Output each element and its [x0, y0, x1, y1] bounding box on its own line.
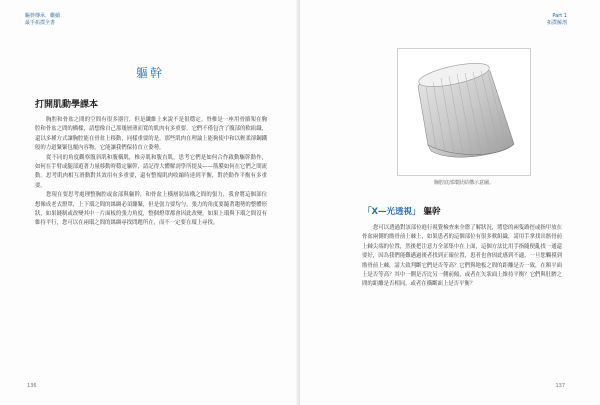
figure-caption: 胸腔底部環狀結構示意圖。	[433, 180, 494, 186]
section-title-xray	[363, 205, 441, 217]
left-body-text	[35, 116, 267, 229]
lampshade-illustration-icon	[398, 49, 532, 177]
section-title-xray-rest: 軀幹	[423, 207, 441, 217]
right-page	[300, 0, 600, 405]
chapter-title: 軀幹	[135, 66, 164, 80]
left-running-head-line-1: 驅幹傳承．繼續	[25, 13, 61, 19]
right-body-text	[362, 224, 562, 290]
left-page-number: 136	[27, 383, 37, 389]
left-paragraph-2: 從不同的角度觀察腹斜肌和腹橫肌，椎旁肌和腹直肌，思考它們是如何合作啟動驅幹動作，如何在手臂或腿部遊著力量移動時穩定軀幹，請記得大體解剖學所提及——筋膜如何在它們之間流動。思考肌肉相互滑動對其效用有多重要，還有整塊肌肉收縮時達到平衡，對於動作平衡有多重要。	[35, 154, 267, 189]
section-title-textbook: 打開肌動學課本	[35, 100, 99, 110]
right-running-head-line-2: 拓撲解剖	[546, 20, 567, 26]
right-page-number: 137	[555, 383, 565, 389]
left-paragraph-1: 胸腔和骨盆之間的空間有很多器官，但是纖維上來說不是很穩定。脊椎是一座用骨骼架在胸腔和骨盆之間的橋樑，請想像自己那幾層薄而寬的肌肉有多重要，它們不僅包含了腹部的軟組織，還以多種方式讓胸腔能在骨盆上移動，同樣重要的是，那些肌肉在理論上能夠使中和以輕柔卻鋼鐵般的力道緊緊包覆內容物，它能讓我們保持直立姿勢。	[35, 117, 267, 152]
section-title-xray-quoted: 「X—光透視」	[363, 207, 421, 217]
right-paragraph-1: 您可以透過對該部位進行視覺檢查來全盤了解狀況，將您的兩隻路徑或指甲放在骨盆兩側的髂骨前上棘上，如果患者的這個部位有很多軟組織，請用手掌找出髂骨前上棘尖端的位置，然後把注意力全部集中在上面，這個方法比用手指隨便亂找一通還要好，因為我們能難邁過後者找到正確位置，患者也會因此感到不適，一旦您觸摸到髂骨前上棘，請大致判斷它們是否等高？它們與地板之間的距離是否一致，在額平面上是否等高？其中一側是否比另一側前傾，或者在矢狀面上維持平衡？它們與肚臍之間的距離是否相同，或者在橫斷面上是否平衡？	[362, 225, 562, 288]
left-paragraph-3: 您現在要思考處理整胸腔或盆部與軀幹，和骨盆上橫層狀結構之間的張力，我會將這個部位想像成老式燈罩，上下環之間的絲綢必須繃緊，但是張力要均勻，張力的角度要隨著趨勢的整體形狀，如果縫制或改變其中一片面板的張力角度，整個燈罩都會因此改變。如果上環與下環之間沒有維持平行，您可以在兩環之間的絲綢尋找問題所在，而不一定要在環上尋找。	[35, 192, 267, 227]
left-running-head-line-2: 最手拓撲全書	[25, 20, 56, 26]
lampshade-figure	[397, 48, 531, 176]
right-running-head	[547, 13, 567, 27]
left-running-head	[25, 13, 60, 27]
right-running-head-line-1: Part 1	[552, 13, 567, 19]
